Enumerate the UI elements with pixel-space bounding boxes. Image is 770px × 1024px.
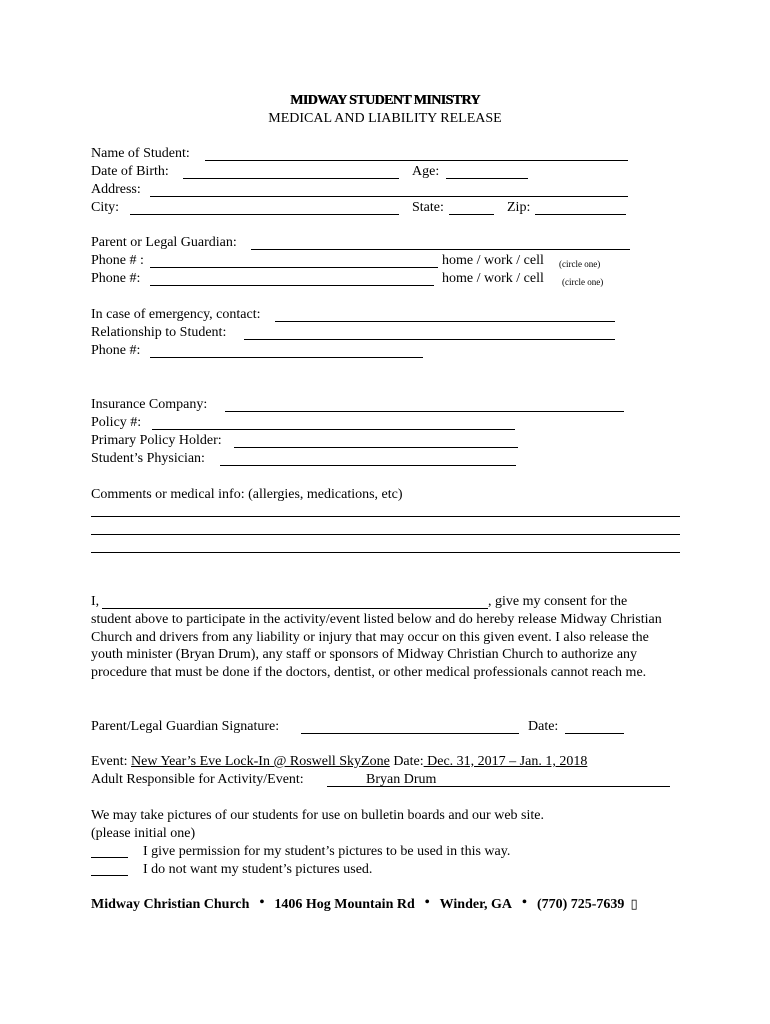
dob-label: Date of Birth: [91, 164, 169, 179]
signature-field[interactable] [301, 733, 519, 734]
signature-date-field[interactable] [565, 733, 624, 734]
guardian-label: Parent or Legal Guardian: [91, 235, 237, 250]
insurance-company-label: Insurance Company: [91, 397, 208, 412]
consent-i-label: I, [91, 594, 100, 609]
age-field[interactable] [446, 178, 528, 179]
physician-label: Student’s Physician: [91, 451, 205, 466]
footer-city: Winder, GA [439, 897, 513, 912]
phone2-circle-one: (circle one) [562, 277, 604, 287]
phone2-type[interactable]: home / work / cell [442, 271, 544, 286]
footer-church: Midway Christian Church [91, 897, 250, 912]
photos-initial-1[interactable] [91, 857, 128, 858]
photos-initial-2[interactable] [91, 875, 128, 876]
photos-initial-instruction: (please initial one) [91, 826, 196, 841]
guardian-field[interactable] [251, 249, 630, 250]
footer-bullet-2: • [424, 895, 430, 910]
consent-body: student above to participate in the activity/event listed below and do hereby release Midway Christian Church and drivers from any liability or injury that may occur on this given event. I also release the youth minister (Bryan Drum), any staff or sponsors of Midway Christian Church to authorize any procedure that must be done if the doctors, dentist, or other medical professionals cannot reach me. [91, 612, 662, 681]
state-label: State: [412, 200, 444, 215]
comments-line-2[interactable] [91, 534, 680, 535]
address-label: Address: [91, 182, 141, 197]
state-field[interactable] [449, 214, 494, 215]
student-name-field[interactable] [205, 160, 628, 161]
age-label: Age: [412, 164, 440, 179]
city-label: City: [91, 200, 120, 215]
event-label: Event: [91, 754, 128, 769]
phone1-type[interactable]: home / work / cell [442, 253, 544, 268]
physician-field[interactable] [220, 465, 516, 466]
event-date-label: Date: [393, 754, 424, 769]
phone1-field[interactable] [150, 267, 438, 268]
comments-line-1[interactable] [91, 516, 680, 517]
signature-label: Parent/Legal Guardian Signature: [91, 719, 280, 734]
footer [91, 895, 638, 914]
photos-notice: We may take pictures of our students for use on bulletin boards and our web site. [91, 808, 544, 823]
footer-phone: (770) 725-7639 [536, 897, 625, 912]
footer-bullet-1: • [259, 895, 265, 910]
zip-label: Zip: [507, 200, 531, 215]
zip-field[interactable] [535, 214, 626, 215]
footer-bullet-3: • [522, 895, 527, 910]
phone2-field[interactable] [150, 285, 434, 286]
consent-name-field[interactable] [102, 608, 488, 609]
city-field[interactable] [130, 214, 399, 215]
event-date-value: Dec. 31, 2017 – Jan. 1, 2018 [423, 754, 588, 769]
phone1-label: Phone # : [91, 253, 144, 268]
event-line [91, 753, 587, 771]
insurance-company-field[interactable] [225, 411, 624, 412]
address-field[interactable] [150, 196, 628, 197]
event-value: New Year’s Eve Lock-In @ Roswell SkyZone [131, 754, 390, 769]
phone1-circle-one: (circle one) [559, 259, 601, 269]
form-subtitle: MEDICAL AND LIABILITY RELEASE [268, 111, 502, 126]
footer-address: 1406 Hog Mountain Rd [274, 897, 415, 912]
consent-tail: , give my consent for the [488, 594, 628, 609]
comments-line-3[interactable] [91, 552, 680, 553]
relationship-label: Relationship to Student: [91, 325, 227, 340]
emergency-phone-field[interactable] [150, 357, 423, 358]
dob-field[interactable] [183, 178, 399, 179]
placeholder-glyph-icon: ▯ [630, 896, 638, 911]
photos-option-1: I give permission for my student’s pictures to be used in this way. [143, 844, 511, 859]
policy-label: Policy #: [91, 415, 142, 430]
emergency-contact-label: In case of emergency, contact: [91, 307, 261, 322]
form-title: MIDWAY STUDENT MINISTRY [290, 93, 480, 108]
photos-option-2: I do not want my student’s pictures used. [143, 862, 373, 877]
adult-responsible-value: Bryan Drum [366, 772, 437, 787]
relationship-field[interactable] [244, 339, 615, 340]
signature-date-label: Date: [528, 719, 559, 734]
phone2-label: Phone #: [91, 271, 141, 286]
comments-label: Comments or medical info: (allergies, medications, etc) [91, 487, 403, 502]
policy-field[interactable] [152, 429, 515, 430]
policy-holder-field[interactable] [234, 447, 518, 448]
policy-holder-label: Primary Policy Holder: [91, 433, 222, 448]
adult-responsible-label: Adult Responsible for Activity/Event: [91, 772, 304, 787]
emergency-phone-label: Phone #: [91, 343, 141, 358]
student-name-label: Name of Student: [91, 146, 190, 161]
emergency-contact-field[interactable] [275, 321, 615, 322]
